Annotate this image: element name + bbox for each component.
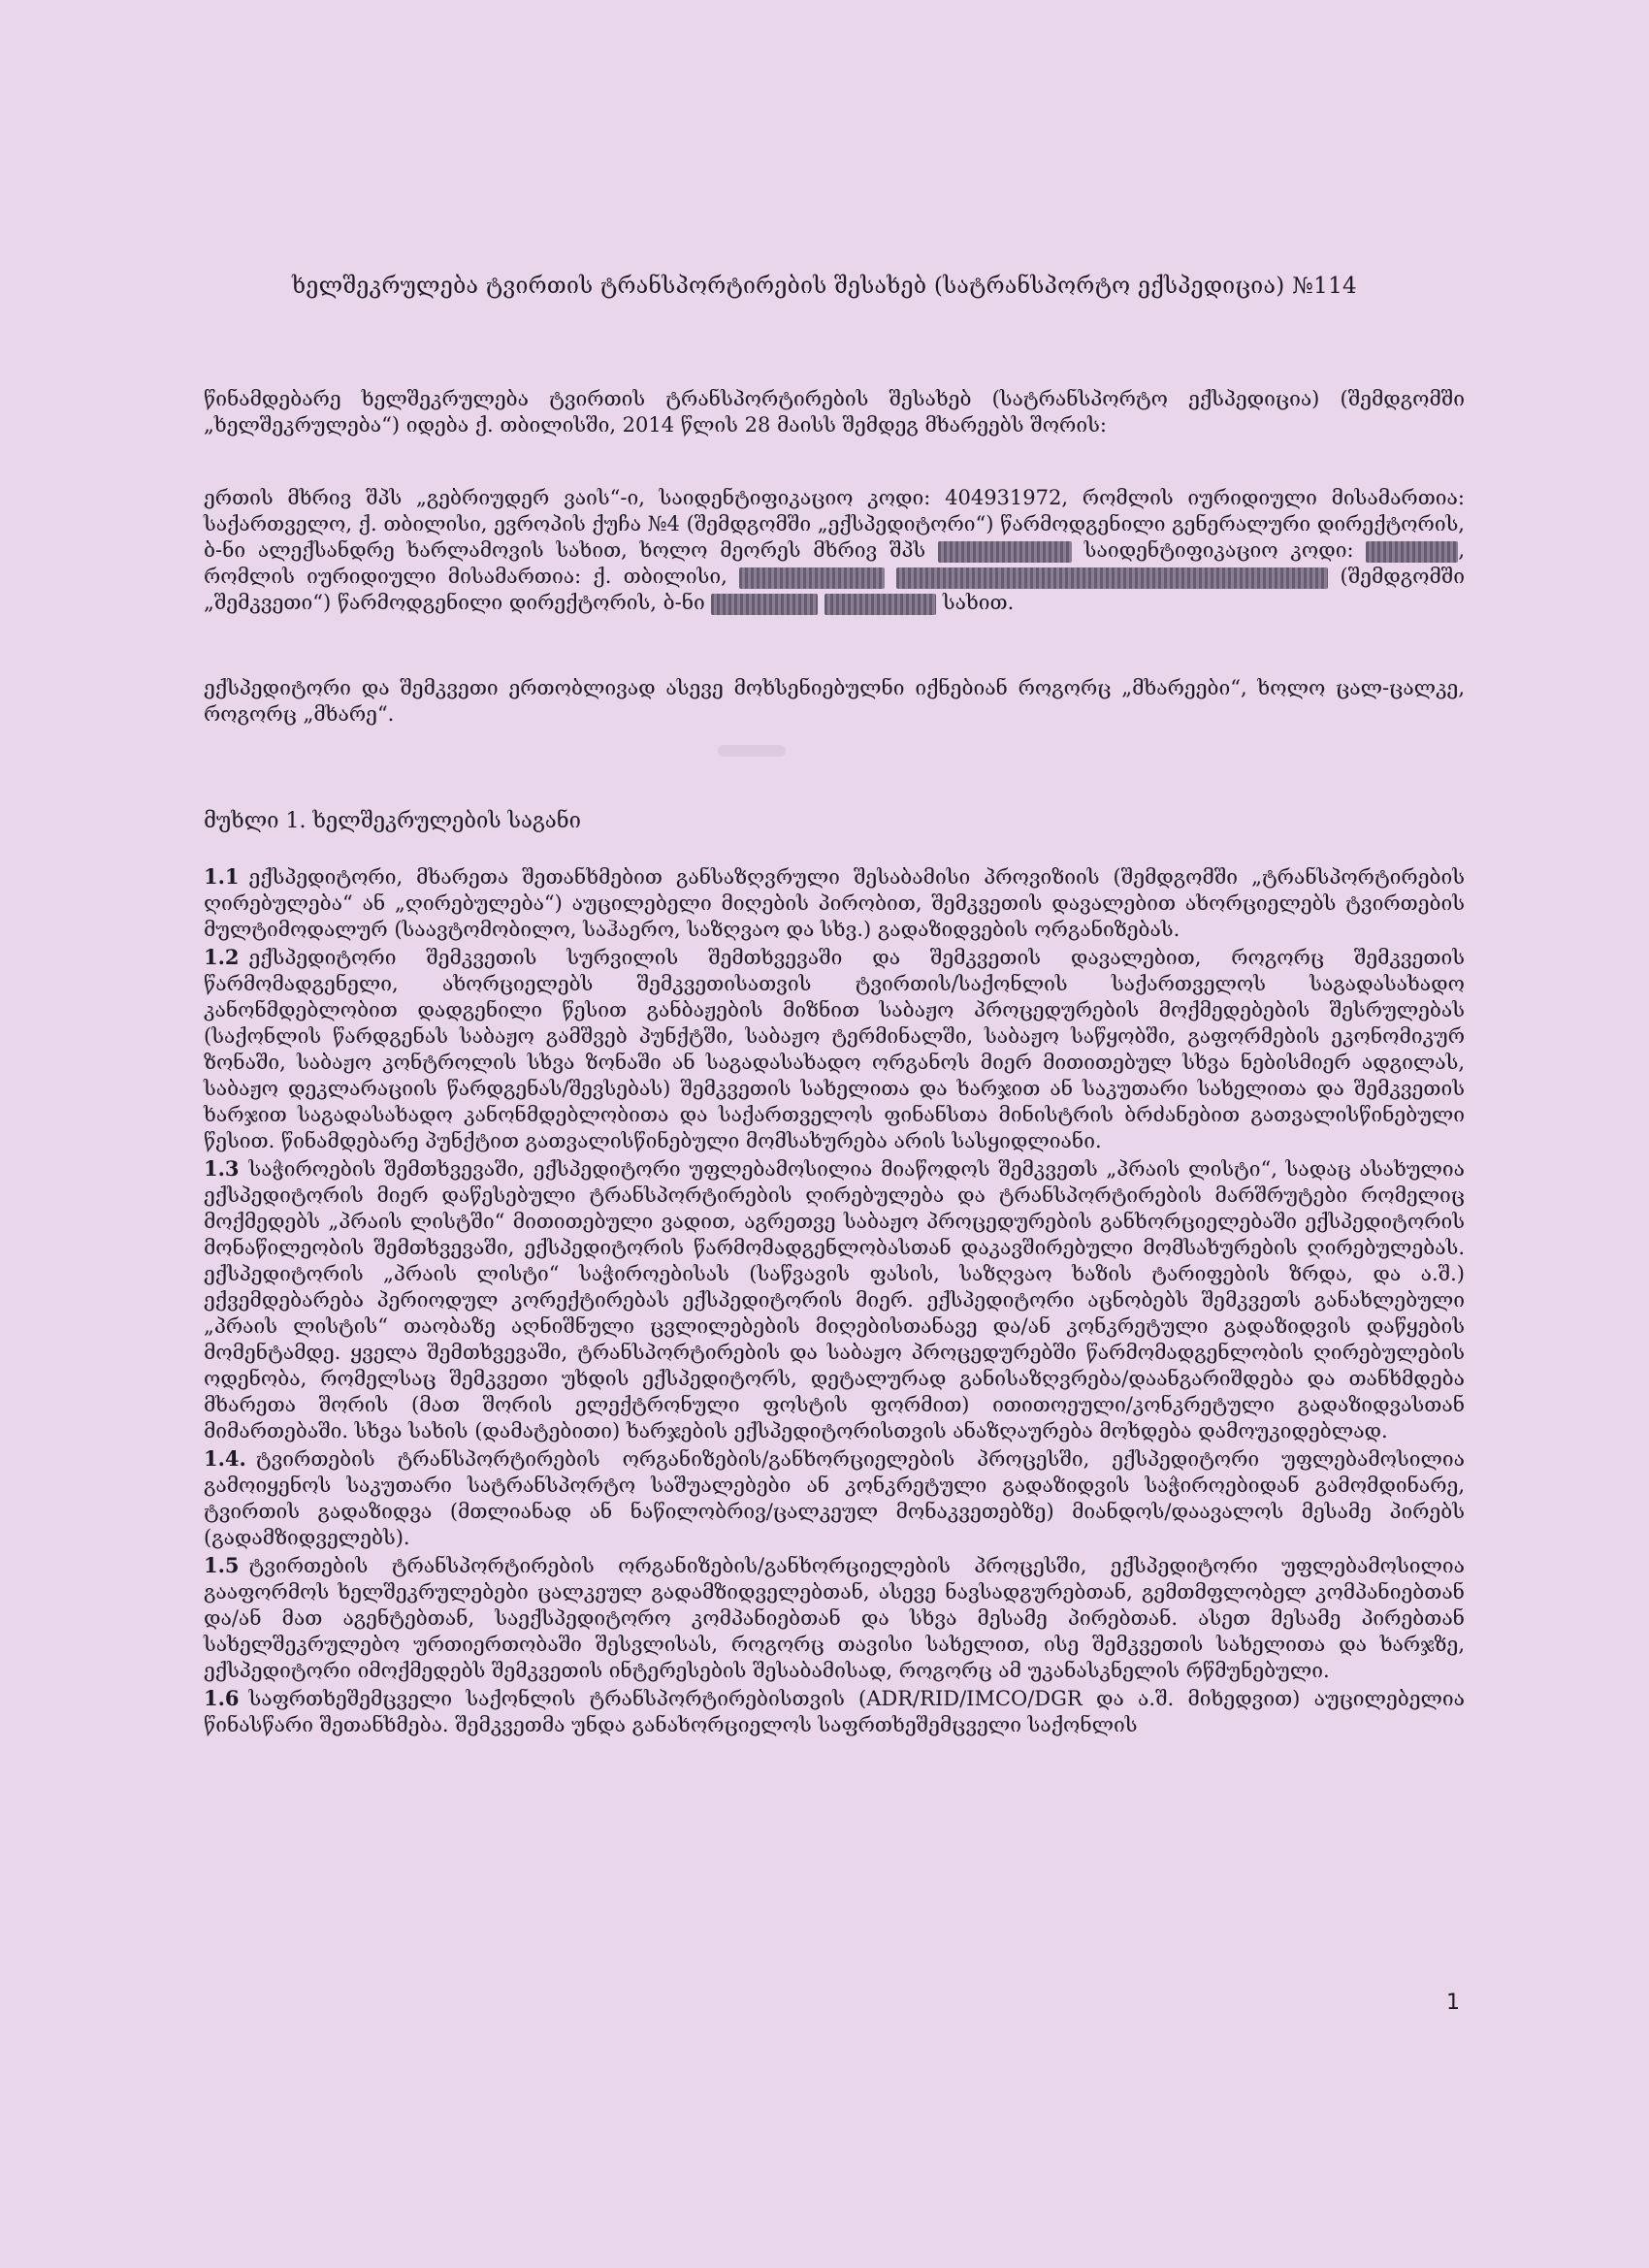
aka-paragraph: ექსპედიტორი და შემკვეთი ერთობლივად ასევე მოხსენიებულნი იქნებიან როგორც „მხარეები“, ხოლო ცალ-ცალკე, როგორც „მხარე“. — [204, 676, 1465, 726]
clause-number: 1.3 — [204, 1156, 240, 1181]
document-title: ხელშეკრულება ტვირთის ტრანსპორტირების შესახებ (სატრანსპორტო ექსპედიცია) №114 — [292, 274, 1357, 299]
parties-text-3: , რომლის იურიდიული მისამართია: ქ. თბილისი, — [204, 538, 1466, 588]
clauses-list — [204, 863, 1465, 1739]
clause-number: 1.2 — [204, 945, 240, 969]
clause-text: ტვირთების ტრანსპორტირების ორგანიზების/განხორციელების პროცესში, ექსპედიტორი უფლებამოსილია გამოიყენოს საკუთარი სატრანსპორტო საშუალებები ან კონკრეტული გადაზიდვის საჭიროებიდან გამომდინარე, ტვირთის გადაზიდვა (მთლიანად ან ნაწილობრივ/ცალკეულ მონაკვეთებზე) მიანდოს/დაავალოს მესამე პირებს (გადამზიდველებს). — [204, 1447, 1465, 1549]
clause — [204, 1685, 1465, 1738]
redacted-director-surname — [824, 594, 936, 615]
redacted-address — [739, 567, 885, 589]
clause-text: საჭიროების შემთხვევაში, ექსპედიტორი უფლებამოსილია მიაწოდოს შემკვეთს „პრაის ლისტი“, სადაც ასახულია ექსპედიტორის მიერ დაწესებული ტრანსპორტირების ღირებულება და ტრანსპორტირების მარშრუტები რომელიც მოქმედებს „პრაის ლისტში“ მითითებული ვადით, აგრეთვე საბაჟო პროცედურების განხორციელებაში ექსპედიტორის მონაწილეობის შემთხვევაში, ექსპედიტორის წარმომადგენლობასთან დაკავშირებული მომსახურების ღირებულებას. ექსპედიტორის „პრაის ლისტი“ საჭიროებისას (საწვავის ფასის, საზღვაო ხაზის ტარიფების ზრდა, და ა.შ.) ექვემდებარება პერიოდულ კორექტირებას ექსპედიტორის მიერ. ექსპედიტორი აცნობებს შემკვეთს განახლებული „პრაის ლისტის“ თაობაზე აღნიშნული ცვლილებების მიღებისთანავე და/ან კონკრეტული გადაზიდვის დაწყების მომენტამდე. ყველა შემთხვევაში, ტრანსპორტირების და საბაჟო პროცედურებში წარმომადგენლობის ღირებულების ოდენობა, რომელსაც შემკვეთი უხდის ექსპედიტორს, დეტალურად განისაზღვრება/დაანგარიშდება და თანხმდება მხარეთა შორის (მათ შორის ელექტრონული ფოსტის ფორმით) ითითოეული/კონკრეტული გადაზიდვასთან მიმართებაში. სხვა სახის (დამატებითი) ხარჯების ექსპედიტორისთვის ანაზღაურება მოხდება დამოუკიდებლად. — [204, 1157, 1465, 1442]
redacted-company-name — [938, 541, 1072, 563]
redacted-id-code — [1366, 541, 1458, 563]
intro-paragraph: წინამდებარე ხელშეკრულება ტვირთის ტრანსპორტირების შესახებ (სატრანსპორტო ექსპედიცია) (შემდგომში „ხელშეკრულება“) იდება ქ. თბილისში, 2014 წლის 28 მაისს შემდეგ მხარეებს შორის: — [204, 387, 1465, 437]
clause-number: 1.6 — [204, 1686, 240, 1710]
redacted-director-name — [711, 594, 818, 615]
clause — [204, 944, 1465, 1154]
parties-text-4: (შემდგომში „შემკვეთი“) წარმოდგენილი დირექტორის, ბ-ნი — [204, 565, 1465, 614]
clause-text: საფრთხეშემცველი საქონლის ტრანსპორტირებისთვის (ADR/RID/IMCO/DGR და ა.შ. მიხედვით) აუცილებელია წინასწარი შეთანხმება. შემკვეთმა უნდა განახორციელოს საფრთხეშემცველი საქონლის — [204, 1687, 1465, 1736]
clause-number: 1.1 — [204, 864, 240, 889]
scan-artifact — [718, 745, 786, 757]
clause-text: ექსპედიტორი შემკვეთის სურვილის შემთხვევაში და შემკვეთის დავალებით, როგორც შემკვეთის წარმომადგენელი, ახორციელებს შემკვეთისათვის ტვირთის/საქონლის საქართველოს საგადასახადო კანონმდებლობით დადგენილი წესით განბაჟების მიზნით საბაჟო პროცედურების მოქმედებების შესრულებას (საქონლის წარდგენას საბაჟო გამშვებ პუნქტში, საბაჟო ტერმინალში, საბაჟო საწყობში, გაფორმების ეკონომიკურ ზონაში, საბაჟო კონტროლის სხვა ზონაში ან საგადასახადო ორგანოს მიერ მითითებულ სხვა ნებისმიერ ადგილას, საბაჟო დეკლარაციის წარდგენას/შევსებას) შემკვეთის სახელითა და ხარჯით ან საკუთარი სახელითა და შემკვეთის ხარჯით საგადასახადო კანონმდებლობითა და საქართველოს ფინანსთა მინისტრის ბრძანებით გათვალისწინებული წესით. წინამდებარე პუნქტით გათვალისწინებული მომსახურება არის სასყიდლიანი. — [204, 946, 1465, 1152]
parties-text-5: სახით. — [942, 591, 1015, 614]
clause — [204, 1155, 1465, 1444]
clause-number: 1.5 — [204, 1553, 240, 1577]
parties-paragraph — [204, 485, 1465, 616]
clause-number: 1.4. — [204, 1446, 246, 1471]
parties-text-1: ერთის მხრივ შპს „გებრიუდერ ვაის“-ი, საიდენტიფიკაციო კოდი: 404931972, რომლის იურიდიული მისამართია: საქართველო, ქ. თბილისი, ევროპის ქუჩა №4 (შემდგომში „ექსპედიტორი“) წარმოდგენილი გენერალური დირექტორის, ბ-ნი ალექსანდრე ხარლამოვის სახით, ხოლო მეორეს მხრივ შპს — [204, 486, 1465, 562]
clause — [204, 1552, 1465, 1684]
clause — [204, 1445, 1465, 1551]
parties-text-2: საიდენტიფიკაციო კოდი: — [1083, 538, 1354, 562]
redacted-address-line — [896, 567, 1328, 589]
section-heading: მუხლი 1. ხელშეკრულების საგანი — [204, 809, 581, 833]
page-number: 1 — [1446, 1991, 1460, 2015]
clause-text: ტვირთების ტრანსპორტირების ორგანიზების/განხორციელების პროცესში, ექსპედიტორი უფლებამოსილია გააფორმოს ხელშეკრულებები ცალკეულ გადამზიდველებთან, ასევე ნავსადგურებთან, გემთმფლობელ კომპანიებთან და/ან მათ აგენტებთან, საექსპედიტორო კომპანიებთან და სხვა მესამე პირებთან. ასეთ მესამე პირებთან სახელშეკრულებო ურთიერთობაში შესვლისას, როგორც თავისი სახელით, ისე შემკვეთის სახელითა და ხარჯზე, ექსპედიტორი იმოქმედებს შემკვეთის ინტერესების შესაბამისად, როგორც ამ უკანასკნელის რწმუნებული. — [204, 1554, 1465, 1682]
clause-text: ექსპედიტორი, მხარეთა შეთანხმებით განსაზღვრული შესაბამისი პროვიზიის (შემდგომში „ტრანსპორტირების ღირებულება“ ან „ღირებულება“) აუცილებელი მიღების პირობით, შემკვეთის დავალებით ახორციელებს ტვირთების მულტიმოდალურ (საავტომობილო, საჰაერო, საზღვაო და სხვ.) გადაზიდვების ორგანიზებას. — [204, 865, 1465, 941]
clause — [204, 863, 1465, 943]
